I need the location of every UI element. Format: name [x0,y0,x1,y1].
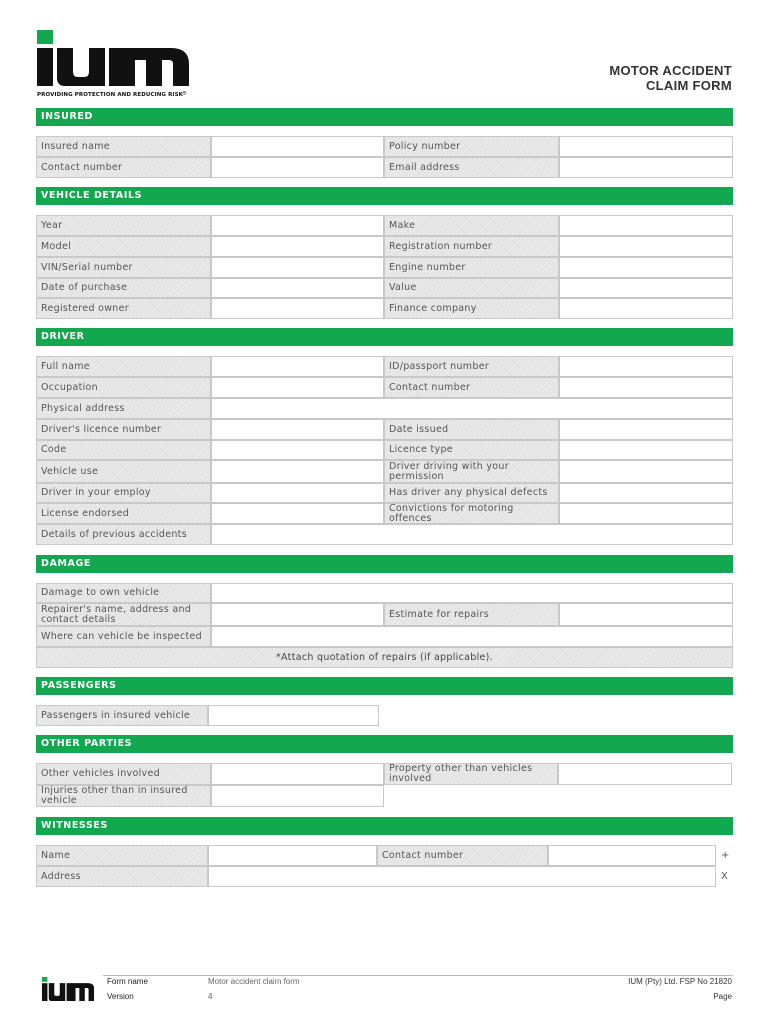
add-witness-button[interactable]: + [721,850,730,861]
section-insured-header: INSURED [36,108,733,126]
vin-label: VIN/Serial number [36,257,211,278]
driver-full-name-field[interactable] [211,356,384,377]
insured-name-label: Insured name [36,136,211,157]
policy-number-label: Policy number [384,136,559,157]
driver-employ-label: Driver in your employ [36,483,211,503]
id-passport-label: ID/passport number [384,356,559,377]
licence-number-field[interactable] [211,419,384,440]
passengers-label: Passengers in insured vehicle [36,705,208,726]
code-label: Code [36,440,211,460]
email-address-label: Email address [384,157,559,178]
section-other-parties-header: OTHER PARTIES [36,735,733,753]
insured-contact-field[interactable] [211,157,384,178]
date-issued-label: Date issued [384,419,559,440]
property-damage-field[interactable] [558,763,732,785]
other-vehicles-label: Other vehicles involved [36,763,211,785]
passengers-field[interactable] [208,705,379,726]
witness-name-label: Name [36,845,208,866]
code-field[interactable] [211,440,384,460]
injuries-label-line2: vehicle [41,795,77,806]
other-vehicles-field[interactable] [211,763,384,785]
finance-company-label: Finance company [384,298,559,319]
repairer-label-line1: Repairer's name, address and [41,603,192,615]
licence-number-label: Driver's licence number [36,419,211,440]
value-label: Value [384,278,559,298]
physical-address-label: Physical address [36,398,211,419]
previous-accidents-field[interactable] [211,524,733,545]
convictions-label: Convictions for motoring offences [384,503,559,524]
form-title-line2: CLAIM FORM [645,78,732,93]
registered-owner-field[interactable] [211,298,384,319]
id-passport-field[interactable] [559,356,733,377]
permission-label [384,460,559,483]
section-driver-header: DRIVER [36,328,733,346]
registered-owner-label: Registered owner [36,298,211,319]
damage-own-field[interactable] [211,583,733,603]
damage-own-label: Damage to own vehicle [36,583,211,603]
licence-type-field[interactable] [559,440,733,460]
footer-version-label: Version [107,992,134,1001]
value-field[interactable] [559,278,733,298]
make-field[interactable] [559,215,733,236]
convictions-field[interactable] [559,503,733,524]
registration-field[interactable] [559,236,733,257]
footer-divider [103,975,733,976]
purchase-date-label: Date of purchase [36,278,211,298]
property-label-line1: Property other than vehicles [389,763,533,774]
form-title [609,63,732,93]
email-address-field[interactable] [559,157,733,178]
previous-accidents-label: Details of previous accidents [36,524,211,545]
engine-number-field[interactable] [559,257,733,278]
form-title-line1: MOTOR ACCIDENT [609,63,732,78]
estimate-field[interactable] [559,603,733,626]
vin-field[interactable] [211,257,384,278]
footer-company: IUM (Pty) Ltd. FSP No 21820 [628,977,732,986]
permission-field[interactable] [559,460,733,483]
section-damage-header: DAMAGE [36,555,733,573]
physical-defects-label: Has driver any physical defects [384,483,559,503]
finance-company-field[interactable] [559,298,733,319]
inspect-location-field[interactable] [211,626,733,647]
occupation-label: Occupation [36,377,211,398]
model-field[interactable] [211,236,384,257]
occupation-field[interactable] [211,377,384,398]
inspect-location-label: Where can vehicle be inspected [36,626,211,647]
make-label: Make [384,215,559,236]
svg-text:®: ® [182,91,187,97]
year-field[interactable] [211,215,384,236]
section-passengers-header: PASSENGERS [36,677,733,695]
witness-address-field[interactable] [208,866,716,887]
witness-contact-label: Contact number [377,845,548,866]
repairer-details-label [36,603,211,626]
driver-full-name-label: Full name [36,356,211,377]
driver-employ-field[interactable] [211,483,384,503]
witness-address-label: Address [36,866,208,887]
footer-version: 4 [208,992,213,1001]
repair-quotation-note: *Attach quotation of repairs (if applicable). [36,647,733,668]
footer-ium-logo [37,977,99,1001]
driver-contact-field[interactable] [559,377,733,398]
driver-contact-label: Contact number [384,377,559,398]
injuries-label-line1: Injuries other than in insured [41,785,188,796]
permission-label-line2: permission [389,470,444,482]
license-endorsed-label: License endorsed [36,503,211,524]
remove-witness-button[interactable]: X [721,871,728,882]
property-damage-label [384,763,558,785]
engine-number-label: Engine number [384,257,559,278]
section-witnesses-header: WITNESSES [36,817,733,835]
date-issued-field[interactable] [559,419,733,440]
insured-contact-label: Contact number [36,157,211,178]
repairer-details-field[interactable] [211,603,384,626]
year-label: Year [36,215,211,236]
estimate-label: Estimate for repairs [384,603,559,626]
witness-name-field[interactable] [208,845,377,866]
policy-number-field[interactable] [559,136,733,157]
brand-tagline: PROVIDING PROTECTION AND REDUCING RISK [37,92,184,98]
licence-type-label: Licence type [384,440,559,460]
property-label-line2: involved [389,773,432,784]
footer-page: Page [713,992,732,1001]
section-vehicle-header: VEHICLE DETAILS [36,187,733,205]
insured-name-field[interactable] [211,136,384,157]
vehicle-use-field[interactable] [211,460,384,483]
injuries-label [36,785,211,807]
physical-defects-field[interactable] [559,483,733,503]
purchase-date-field[interactable] [211,278,384,298]
injuries-field[interactable] [211,785,384,807]
vehicle-use-label: Vehicle use [36,460,211,483]
repairer-label-line2: contact details [41,613,116,625]
witness-contact-field[interactable] [548,845,716,866]
footer-form-name-label: Form name [107,977,148,986]
footer-form-name: Motor accident claim form [208,977,300,986]
ium-logo [37,30,189,100]
model-label: Model [36,236,211,257]
physical-address-field[interactable] [211,398,733,419]
permission-label-line1: Driver driving with your [389,460,509,472]
registration-label: Registration number [384,236,559,257]
license-endorsed-field[interactable] [211,503,384,524]
